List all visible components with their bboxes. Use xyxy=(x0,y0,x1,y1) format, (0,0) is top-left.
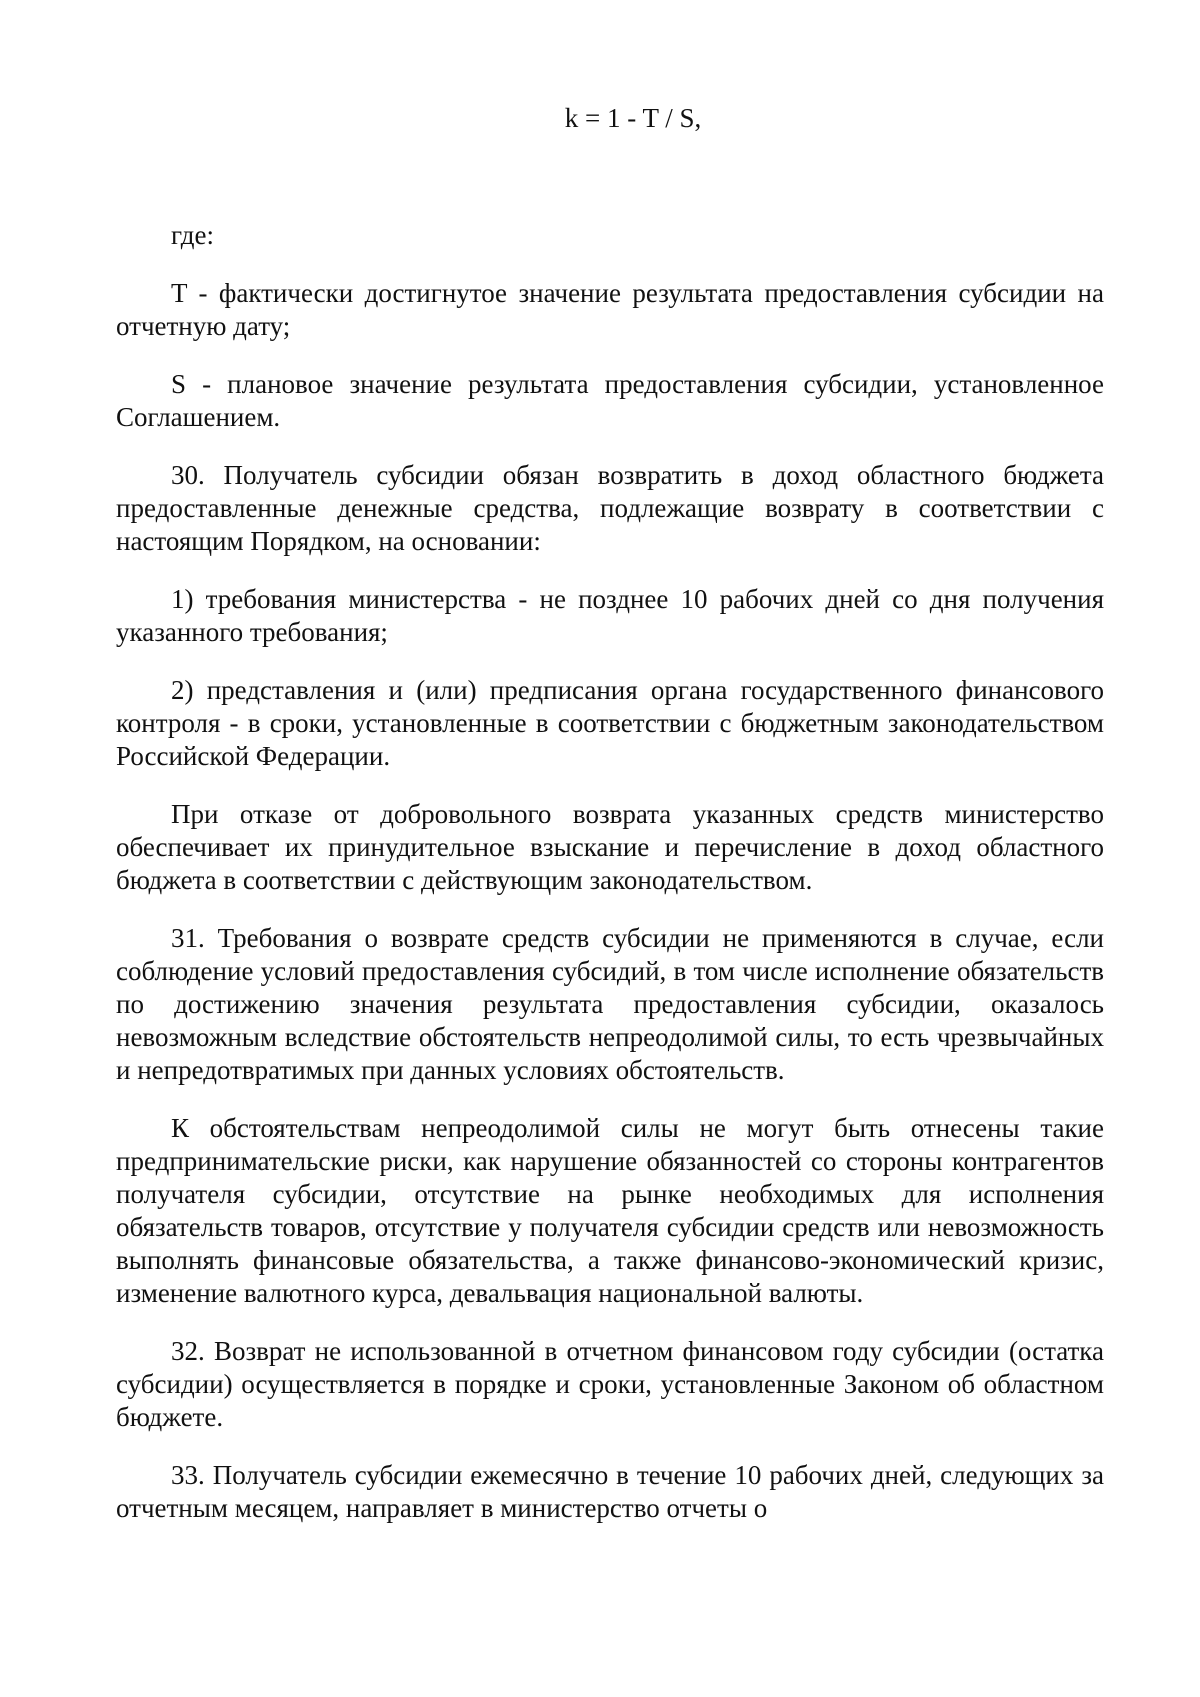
paragraph-32: 32. Возврат не использованной в отчетном финансовом году субсидии (остатка субсидии) осуществляется в порядке и сроки, установленные Законом об областном бюджете. xyxy=(116,1336,1104,1432)
formula: k = 1 - T / S, xyxy=(564,103,702,133)
paragraph-33: 33. Получатель субсидии ежемесячно в течение 10 рабочих дней, следующих за отчетным месяцем, направляет в министерство отчеты о xyxy=(116,1460,1104,1523)
paragraph-30-item-2: 2) представления и (или) предписания органа государственного финансового контроля - в сроки, установленные в соответствии с бюджетным законодательством Российской Федерации. xyxy=(116,675,1104,771)
paragraph-31: 31. Требования о возврате средств субсидии не применяются в случае, если соблюдение условий предоставления субсидий, в том числе исполнение обязательств по достижению значения результата предоставления субсидии, оказалось невозможным вследствие обстоятельств непреодолимой силы, то есть чрезвычайных и непредотвратимых при данных условиях обстоятельств. xyxy=(116,923,1104,1085)
paragraph-30: 30. Получатель субсидии обязан возвратить в доход областного бюджета предоставленные денежные средства, подлежащие возврату в соответствии с настоящим Порядком, на основании: xyxy=(116,460,1104,556)
paragraph-force-majeure: К обстоятельствам непреодолимой силы не могут быть отнесены такие предпринимательские риски, как нарушение обязанностей со стороны контрагентов получателя субсидии, отсутствие на рынке необходимых для исполнения обязательств товаров, отсутствие у получателя субсидии средств или невозможность выполнять финансовые обязательства, а также финансово-экономический кризис, изменение валютного курса, девальвация национальной валюты. xyxy=(116,1113,1104,1308)
paragraph-t-definition: T - фактически достигнутое значение результата предоставления субсидии на отчетную дату; xyxy=(116,278,1104,341)
paragraph-30-item-1: 1) требования министерства - не позднее 10 рабочих дней со дня получения указанного требования; xyxy=(116,584,1104,647)
paragraph-refusal: При отказе от добровольного возврата указанных средств министерство обеспечивает их принудительное взыскание и перечисление в доход областного бюджета в соответствии с действующим законодательством. xyxy=(116,799,1104,895)
paragraph-s-definition: S - плановое значение результата предоставления субсидии, установленное Соглашением. xyxy=(116,369,1104,432)
document-body xyxy=(116,219,1104,1525)
paragraph-where: где: xyxy=(171,220,214,250)
